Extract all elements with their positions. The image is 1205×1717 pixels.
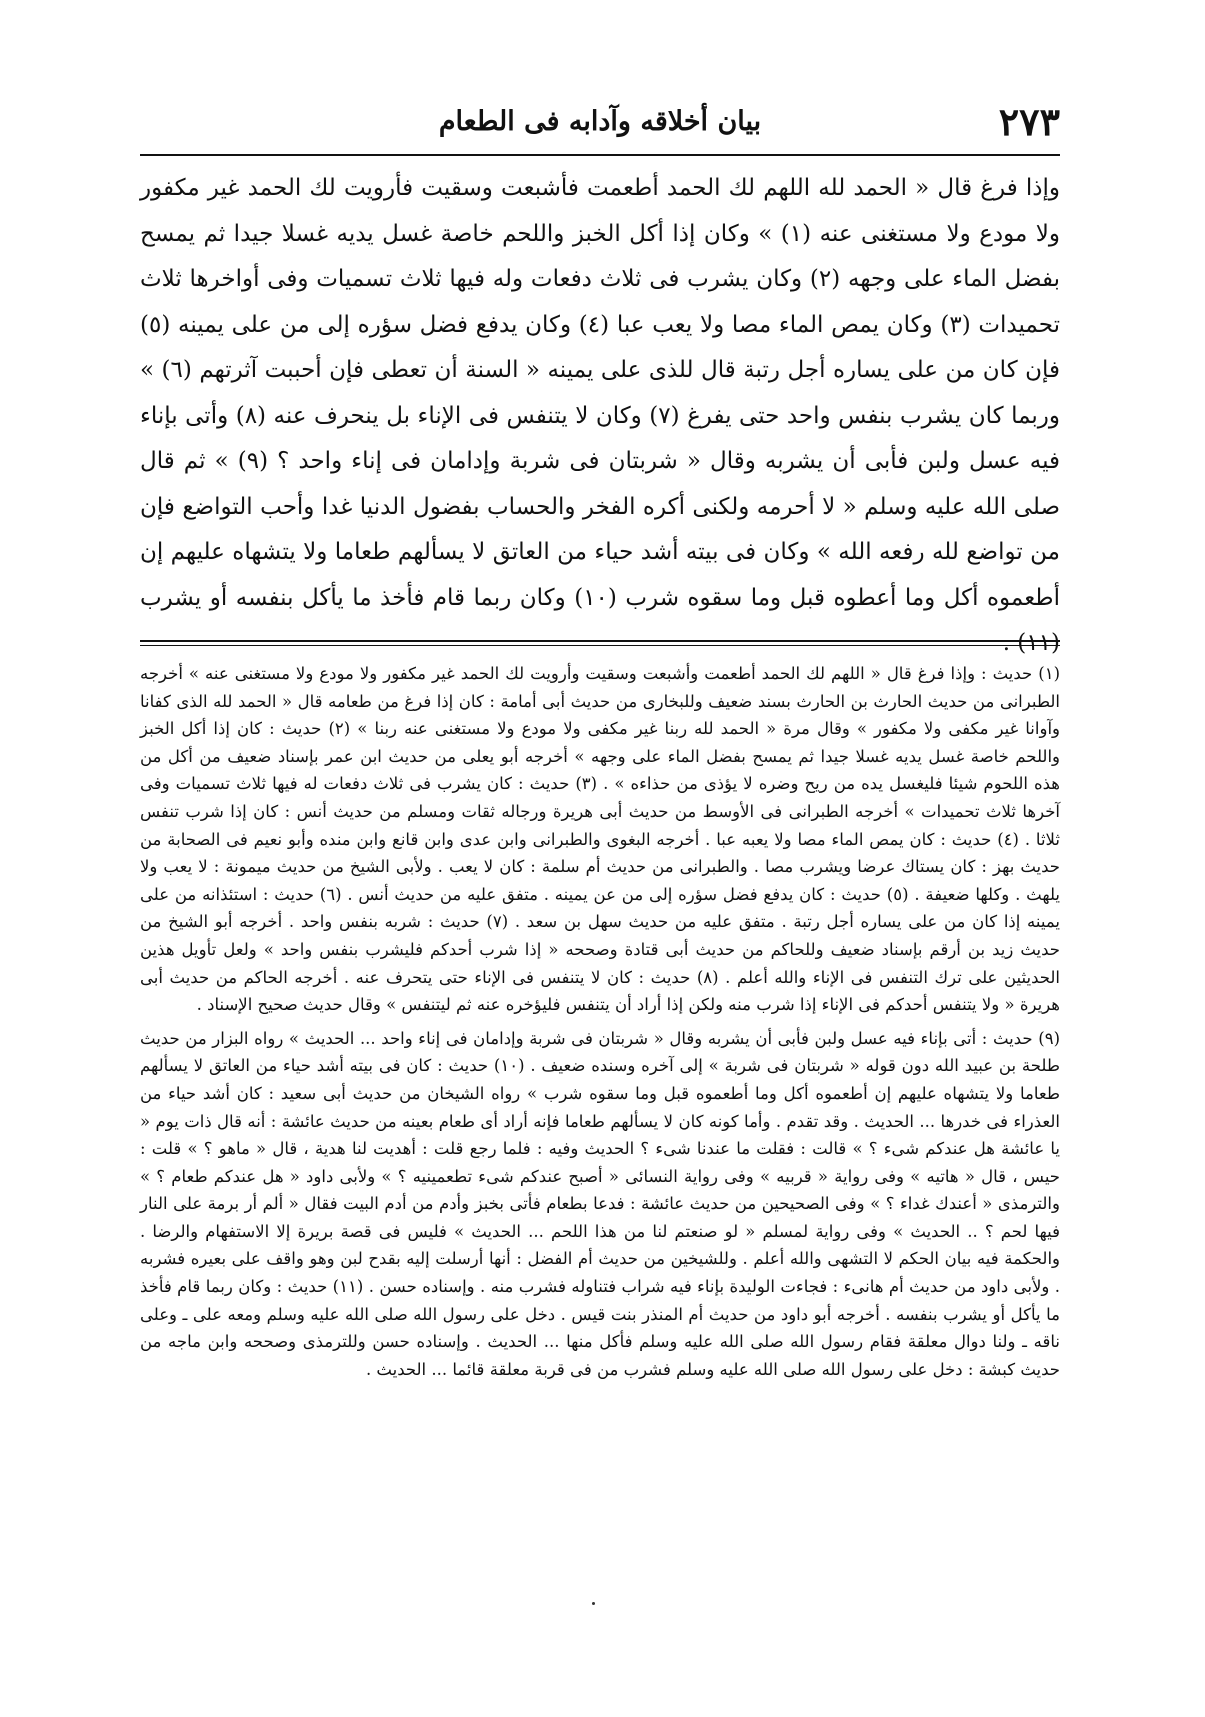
main-text <box>140 166 1060 667</box>
page-number: ٢٧٣ <box>998 99 1060 144</box>
footnotes <box>140 660 1060 1383</box>
page-mark-dot <box>592 1602 595 1605</box>
running-title: بيان أخلاقه وآدابه فى الطعام <box>438 106 762 137</box>
footnotes-block-2: (٩) حديث : أتى بإناء فيه عسل ولبن فأبى أن يشربه وقال « شربتان فى شربة وإدامان فى إناء واحد ... الحديث » رواه البزار من حديث طلحة بن عبيد الله دون قوله « شربتان فى شربة » إلى آخره وسنده ضعيف . (١٠) حديث : كان فى بيته أشد حياء من العاتق لا يسألهم طعاما ولا يتشهاه عليهم إن أطعموه أكل وما أطعموه قبل وما سقوه شرب » رواه الشيخان من حديث أبى سعيد : كان أشد حياء من العذراء فى خدرها ... الحديث . وقد تقدم . وأما كونه كان لا يسألهم طعاما فإنه أراد أى طعام بعينه من حديث عائشة : أنه قال ذات يوم « يا عائشة هل عندكم شىء ؟ » قالت : فقلت ما عندنا شىء ؟ الحديث وفيه : فلما رجع قلت : أهديت لنا هدية ، قال « ماهو ؟ » قلت : حيس ، قال « هاتيه » وفى رواية « قربيه » وفى رواية النسائى « أصبح عندكم شىء تطعمينيه ؟ » ولأبى داود « هل عندكم طعام ؟ » والترمذى « أعندك غداء ؟ » وفى الصحيحين من حديث عائشة : فدعا بطعام فأتى بخبز وأدم من أدم البيت فقال « ألم أر برمة على النار فيها لحم ؟ .. الحديث » وفى رواية لمسلم « لو صنعتم لنا من هذا اللحم ... الحديث » فليس فى قصة بريرة إلا الاستفهام والرضا . والحكمة فيه بيان الحكم لا التشهى والله أعلم . وللشيخين من حديث أم الفضل : أنها أرسلت إليه بقدح لبن وهو واقف على بعيره فشربه . ولأبى داود من حديث أم هانىء : فجاءت الوليدة بإناء فيه شراب فتناوله فشرب منه . وإسناده حسن . (١١) حديث : وكان ربما قام فأخذ ما يأكل أو يشرب بنفسه . أخرجه أبو داود من حديث أم المنذر بنت قيس . دخل على رسول الله صلى الله عليه وسلم ومعه على ـ وعلى ناقه ـ ولنا دوال معلقة فقام رسول الله صلى الله عليه وسلم فأكل منها ... الحديث . وإسناده حسن وللترمذى وصححه وابن ماجه من حديث كبشة : دخل على رسول الله صلى الله عليه وسلم فشرب من فى قربة معلقة قائما ... الحديث . <box>140 1028 1061 1379</box>
page-header <box>140 96 1060 154</box>
footnotes-block-1: (١) حديث : وإذا فرغ قال « اللهم لك الحمد أطعمت وأشبعت وسقيت وأرويت لك الحمد غير مكفور ولا مودع ولا مستغنى عنه » أخرجه الطبرانى من حديث الحارث بن الحارث بسند ضعيف وللبخارى من حديث أبى أمامة : كان إذا فرغ من طعامه قال « الحمد لله الذى كفانا وآوانا غير مكفى ولا مكفور » وقال مرة « الحمد لله ربنا غير مكفى ولا مودع ولا مستغنى عنه ربنا » (٢) حديث : كان إذا أكل الخبز واللحم خاصة غسل يديه غسلا جيدا ثم يمسح بفضل الماء على وجهه » أخرجه أبو يعلى من حديث ابن عمر بإسناد ضعيف من أكل من هذه اللحوم شيئا فليغسل يده من ريح وضره لا يؤذى من حذاءه » . (٣) حديث : كان يشرب فى ثلاث دفعات له فيها ثلاث تسميات وفى آخرها ثلاث تحميدات » أخرجه الطبرانى فى الأوسط من حديث أبى هريرة ورجاله ثقات ومسلم من حديث أنس : كان إذا شرب تنفس ثلاثا . (٤) حديث : كان يمص الماء مصا ولا يعبه عبا . أخرجه البغوى والطبرانى وابن عدى وابن قانع وابن منده وأبو نعيم فى الصحابة من حديث بهز : كان يستاك عرضا ويشرب مصا . والطبرانى من حديث أم سلمة : كان لا يعب . ولأبى الشيخ من حديث ميمونة : لا يعب ولا يلهث . وكلها ضعيفة . (٥) حديث : كان يدفع فضل سؤره إلى من عن يمينه . متفق عليه من حديث أنس . (٦) حديث : استئذانه من على يمينه إذا كان من على يساره أجل رتبة . متفق عليه من حديث سهل بن سعد . (٧) حديث : شربه بنفس واحد . أخرجه أبو الشيخ من حديث زيد بن أرقم بإسناد ضعيف وللحاكم من حديث أبى قتادة وصححه « إذا شرب أحدكم فليشرب بنفس واحد » ولعل تأويل هذين الحديثين على ترك التنفس فى الإناء والله أعلم . (٨) حديث : كان لا يتنفس فى الإناء حتى يتحرف عنه . أخرجه الحاكم من حديث أبى هريرة « ولا يتنفس أحدكم فى الإناء إذا شرب منه ولكن إذا أراد أن يتنفس فليؤخره عنه ثم ليتنفس » وقال حديث صحيح الإسناد . <box>140 664 1061 1015</box>
footnote-separator <box>140 640 1060 646</box>
header-rule <box>140 154 1060 156</box>
main-paragraph: وإذا فرغ قال « الحمد لله اللهم لك الحمد أطعمت فأشبعت وسقيت فأرويت لك الحمد غير مكفور ولا مودع ولا مستغنى عنه (١) » وكان إذا أكل الخبز واللحم خاصة غسل يديه غسلا جيدا ثم يمسح بفضل الماء على وجهه (٢) وكان يشرب فى ثلاث دفعات وله فيها ثلاث تسميات وفى أواخرها ثلاث تحميدات (٣) وكان يمص الماء مصا ولا يعب عبا (٤) وكان يدفع فضل سؤره إلى من على يمينه (٥) فإن كان من على يساره أجل رتبة قال للذى على يمينه « السنة أن تعطى فإن أحببت آثرتهم (٦) » وربما كان يشرب بنفس واحد حتى يفرغ (٧) وكان لا يتنفس فى الإناء بل ينحرف عنه (٨) وأتى بإناء فيه عسل ولبن فأبى أن يشربه وقال « شربتان فى شربة وإدامان فى إناء واحد ؟ (٩) » ثم قال صلى الله عليه وسلم « لا أحرمه ولكنى أكره الفخر والحساب بفضول الدنيا غدا وأحب التواضع فإن من تواضع لله رفعه الله » وكان فى بيته أشد حياء من العاتق لا يسألهم طعاما ولا يتشهاه عليهم إن أطعموه أكل وما أعطوه قبل وما سقوه شرب (١٠) وكان ربما قام فأخذ ما يأكل بنفسه أو يشرب (١١) . <box>140 175 1061 656</box>
